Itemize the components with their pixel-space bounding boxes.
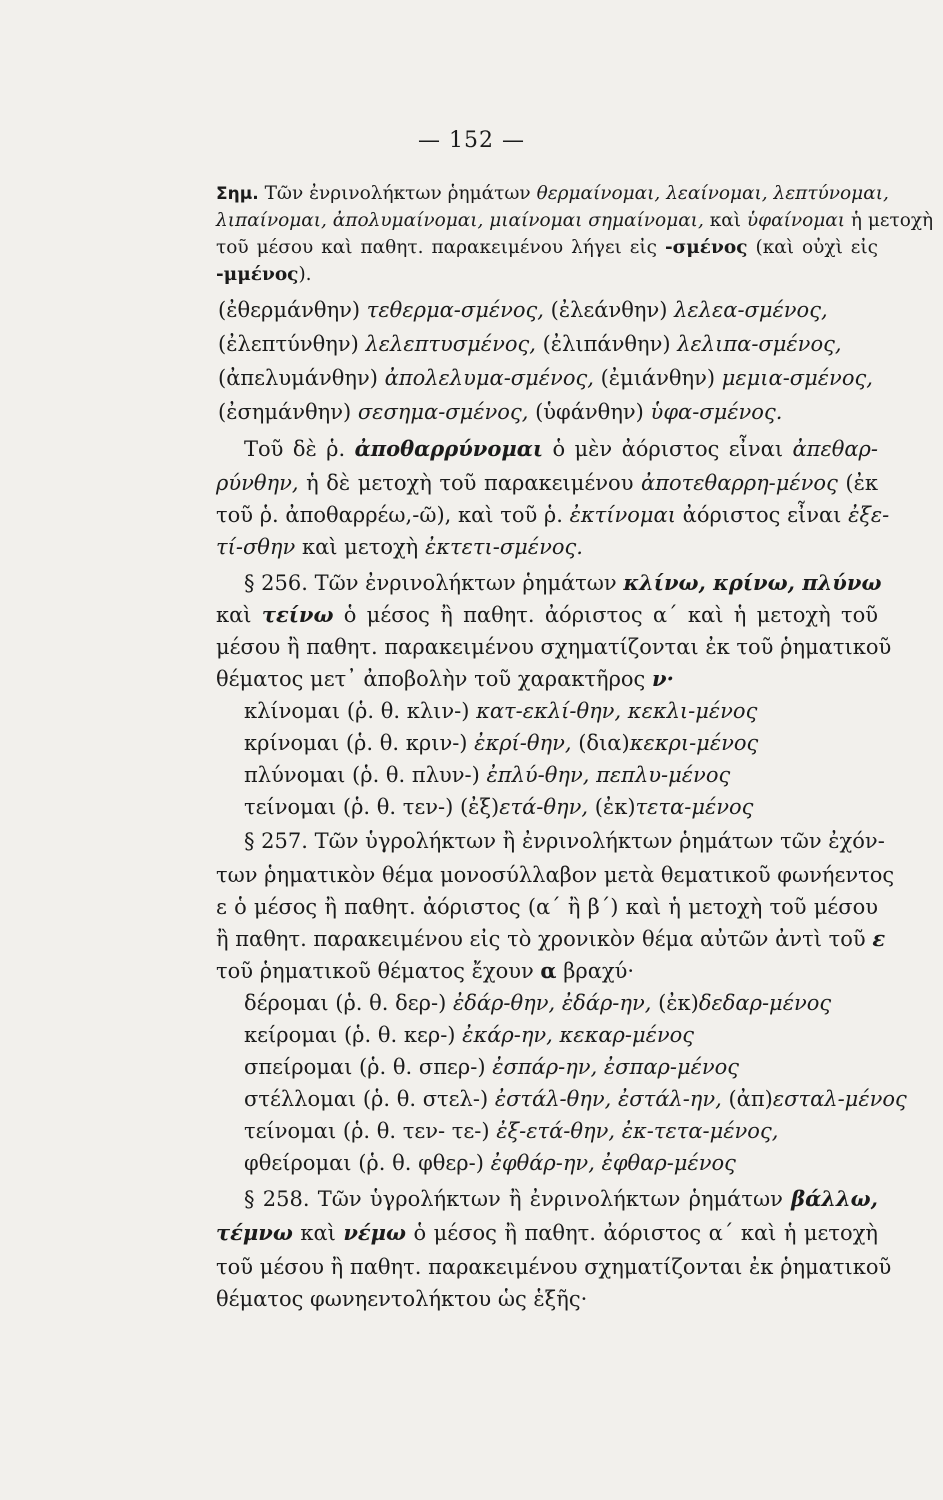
text-span: ε xyxy=(872,926,886,951)
text-line xyxy=(218,398,782,426)
text-span: τοῦ ῥ. ἀποθαρρέω,-ῶ), καὶ τοῦ ῥ. xyxy=(216,503,570,527)
text-span: ἡ δὲ μετοχὴ τοῦ παρακειμένου xyxy=(298,471,642,495)
text-span: § 258. Τῶν ὑγρολήκτων ἢ ἐνρινολήκτων ῥημάτων xyxy=(244,1187,792,1211)
text-span: εσταλ-μένος xyxy=(772,1087,907,1111)
text-span: τοῦ ῥηματικοῦ θέματος ἔχουν xyxy=(216,959,541,983)
text-span: καὶ xyxy=(216,603,262,627)
text-span: (ἐσημάνθην) xyxy=(218,400,358,424)
text-span: ἐκάρ-ην, κεκαρ-μένος xyxy=(462,1023,695,1047)
text-line xyxy=(244,569,882,597)
text-span: ἐσπάρ-ην, ἐσπαρ-μένος xyxy=(492,1055,740,1079)
text-span: ἐφθάρ-ην, ἐφθαρ-μένος xyxy=(490,1151,736,1175)
text-span: ἐκρί-θην, xyxy=(474,731,572,755)
text-span: δέρομαι (ῥ. θ. δερ-) xyxy=(244,991,453,1015)
text-span: λελιπα-σμένος, xyxy=(677,332,842,356)
text-span: Τῶν ἐνρινολήκτων ῥημάτων xyxy=(258,183,537,204)
text-span: ν· xyxy=(652,666,674,691)
note-line xyxy=(216,180,889,208)
text-span: ). xyxy=(298,264,312,285)
text-span: (ἐλιπάνθην) xyxy=(535,332,678,356)
text-span: λιπαίνομαι, ἀπολυμαίνομαι, μιαίνομαι σημαίνομαι, xyxy=(216,210,704,231)
text-line xyxy=(244,435,878,463)
text-line xyxy=(218,296,828,324)
text-span: καὶ xyxy=(703,210,747,231)
text-span: κρίνομαι (ῥ. θ. κριν-) xyxy=(244,731,475,755)
note-label: Σημ. xyxy=(216,184,259,204)
text-span: ὁ μὲν ἀόριστος εἶναι xyxy=(543,437,793,461)
text-line xyxy=(216,601,878,629)
text-line xyxy=(216,633,892,661)
text-span: νέμω xyxy=(343,1220,407,1245)
text-line xyxy=(244,729,758,757)
text-span: (ἐκ) xyxy=(588,795,636,819)
text-line xyxy=(218,330,842,358)
text-span: τοῦ μέσου καὶ παθητ. παρακειμένου λήγει εἰς xyxy=(216,237,665,258)
text-span: ετά-θην, xyxy=(499,795,589,819)
text-span: βάλλω, xyxy=(791,1186,878,1211)
text-span: τεθερμα-σμένος, xyxy=(366,298,544,322)
text-line xyxy=(216,1285,587,1313)
text-line xyxy=(216,1253,892,1281)
text-span: -μμένος xyxy=(216,264,299,285)
text-span: (ἐκ xyxy=(837,471,879,495)
text-span: ἀόριστος εἶναι xyxy=(675,503,849,527)
text-span: ὑφα-σμένος. xyxy=(650,400,783,424)
text-span: (ἐθερμάνθην) xyxy=(218,298,367,322)
text-span: τείνομαι (ῥ. θ. τεν-) (ἐξ) xyxy=(244,795,500,819)
text-span: (ἐλεπτύνθην) xyxy=(218,332,366,356)
text-span: τί-σθην xyxy=(216,535,296,559)
text-span: τοῦ μέσου ἢ παθητ. παρακειμένου σχηματίζονται ἐκ ῥηματικοῦ xyxy=(216,1255,892,1279)
text-span: ἐδάρ-θην, ἐδάρ-ην, xyxy=(452,991,652,1015)
text-span: (ἐκ) xyxy=(651,991,699,1015)
note-line xyxy=(216,207,934,235)
text-span: καὶ xyxy=(292,1221,344,1245)
text-span: στέλλομαι (ῥ. θ. στελ-) xyxy=(244,1087,495,1111)
text-span: πλύνομαι (ῥ. θ. πλυν-) xyxy=(244,763,487,787)
text-span: (ὑφάνθην) xyxy=(528,400,651,424)
text-span: ε ὁ μέσος ἢ παθητ. ἀόριστος (α´ ἢ β´) καὶ ἡ μετοχὴ τοῦ μέσου xyxy=(216,895,878,919)
text-span: φθείρομαι (ῥ. θ. φθερ-) xyxy=(244,1151,491,1175)
text-span: λελεπτυσμένος, xyxy=(365,332,536,356)
text-span: ἀπεθαρ- xyxy=(792,437,879,461)
text-line xyxy=(216,925,886,953)
text-line xyxy=(216,469,878,497)
text-span: τείνω xyxy=(261,602,334,627)
text-span: κλίνω, κρίνω, πλύνω xyxy=(623,570,882,595)
text-span: ὑφαίνομαι xyxy=(746,210,846,231)
text-span: κλίνομαι (ῥ. θ. κλιν-) xyxy=(244,699,477,723)
text-span: ἀποτεθαρρη-μένος xyxy=(641,471,838,495)
text-span: ἐκτετι-σμένος. xyxy=(424,535,583,559)
text-line xyxy=(244,827,885,855)
text-line xyxy=(244,1053,739,1081)
text-span: ἀποθαρρύνομαι xyxy=(354,436,544,461)
text-span: τέμνω xyxy=(216,1220,293,1245)
text-span: ρύνθην, xyxy=(216,471,299,495)
text-line xyxy=(244,989,831,1017)
text-span: ὁ μέσος ἢ παθητ. ἀόριστος α´ καὶ ἡ μετοχὴ τοῦ xyxy=(333,603,878,627)
text-span: ἐξ-ετά-θην, ἐκ-τετα-μένος, xyxy=(496,1119,779,1143)
text-line xyxy=(216,533,583,561)
text-line xyxy=(216,893,878,921)
text-span: βραχύ· xyxy=(556,959,635,983)
text-span: -σμένος xyxy=(664,237,748,258)
text-span: α xyxy=(540,958,557,983)
text-line xyxy=(216,665,674,693)
text-span: ὁ μέσος ἢ παθητ. ἀόριστος α´ καὶ ἡ μετοχὴ xyxy=(406,1221,878,1245)
text-span: ἐστάλ-θην, ἐστάλ-ην, xyxy=(494,1087,722,1111)
text-span: (ἀπελυμάνθην) xyxy=(218,366,385,390)
text-span: θέματος φωνηεντολήκτου ὡς ἑξῆς· xyxy=(216,1287,588,1311)
text-line xyxy=(216,501,890,529)
text-span: ἡ μετοχὴ xyxy=(845,210,934,231)
text-line xyxy=(244,697,757,725)
text-line xyxy=(244,1085,907,1113)
text-span: ἐκτίνομαι xyxy=(569,503,676,527)
text-span: μέσου ἢ παθητ. παρακειμένου σχηματίζονται ἐκ τοῦ ῥηματικοῦ xyxy=(216,635,892,659)
text-line xyxy=(216,861,895,889)
note-line xyxy=(216,261,312,289)
text-line xyxy=(244,1185,878,1213)
text-line xyxy=(244,1149,736,1177)
text-line xyxy=(216,957,634,985)
note-line xyxy=(216,234,878,262)
text-span: (ἀπ) xyxy=(721,1087,773,1111)
text-span: Τοῦ δὲ ῥ. xyxy=(244,437,355,461)
page-number: — 152 — xyxy=(418,128,525,153)
text-span: καὶ μετοχὴ xyxy=(295,535,425,559)
text-span: θερμαίνομαι, λεαίνομαι, λεπτύνομαι, xyxy=(536,183,889,204)
text-span: (ἐλεάνθην) xyxy=(543,298,675,322)
text-line xyxy=(244,1117,778,1145)
text-line xyxy=(244,761,730,789)
text-span: κείρομαι (ῥ. θ. κερ-) xyxy=(244,1023,463,1047)
text-span: τείνομαι (ῥ. θ. τεν- τε-) xyxy=(244,1119,497,1143)
text-span: (δια) xyxy=(571,731,630,755)
text-line xyxy=(244,793,753,821)
text-span: σεσημα-σμένος, xyxy=(357,400,529,424)
text-span: μεμια-σμένος, xyxy=(721,366,873,390)
text-span: τετα-μένος xyxy=(635,795,754,819)
text-span: (καὶ οὐχὶ εἰς xyxy=(747,237,879,258)
text-line xyxy=(218,364,873,392)
text-span: των ῥηματικὸν θέμα μονοσύλλαβον μετὰ θεματικοῦ φωνήεντος xyxy=(216,863,895,887)
text-span: θέματος μετ᾽ ἀποβολὴν τοῦ χαρακτῆρος xyxy=(216,667,652,691)
text-span: § 257. Τῶν ὑγρολήκτων ἢ ἐνρινολήκτων ῥημάτων τῶν ἐχόν- xyxy=(244,829,885,853)
text-span: § 256. Τῶν ἐνρινολήκτων ῥημάτων xyxy=(244,571,624,595)
text-span: κεκρι-μένος xyxy=(629,731,759,755)
text-span: κατ-εκλί-θην, κεκλι-μένος xyxy=(476,699,758,723)
text-span: ἀπολελυμα-σμένος, xyxy=(384,366,594,390)
text-span: λελεα-σμένος, xyxy=(674,298,828,322)
text-span: ἐπλύ-θην, πεπλυ-μένος xyxy=(486,763,731,787)
text-span: σπείρομαι (ῥ. θ. σπερ-) xyxy=(244,1055,493,1079)
text-span: (ἐμιάνθην) xyxy=(593,366,722,390)
text-span: ἐξε- xyxy=(848,503,890,527)
text-line xyxy=(216,1219,878,1247)
text-line xyxy=(244,1021,694,1049)
text-span: δεδαρ-μένος xyxy=(698,991,832,1015)
text-span: ἢ παθητ. παρακειμένου εἰς τὸ χρονικὸν θέμα αὐτῶν ἀντὶ τοῦ xyxy=(216,927,873,951)
